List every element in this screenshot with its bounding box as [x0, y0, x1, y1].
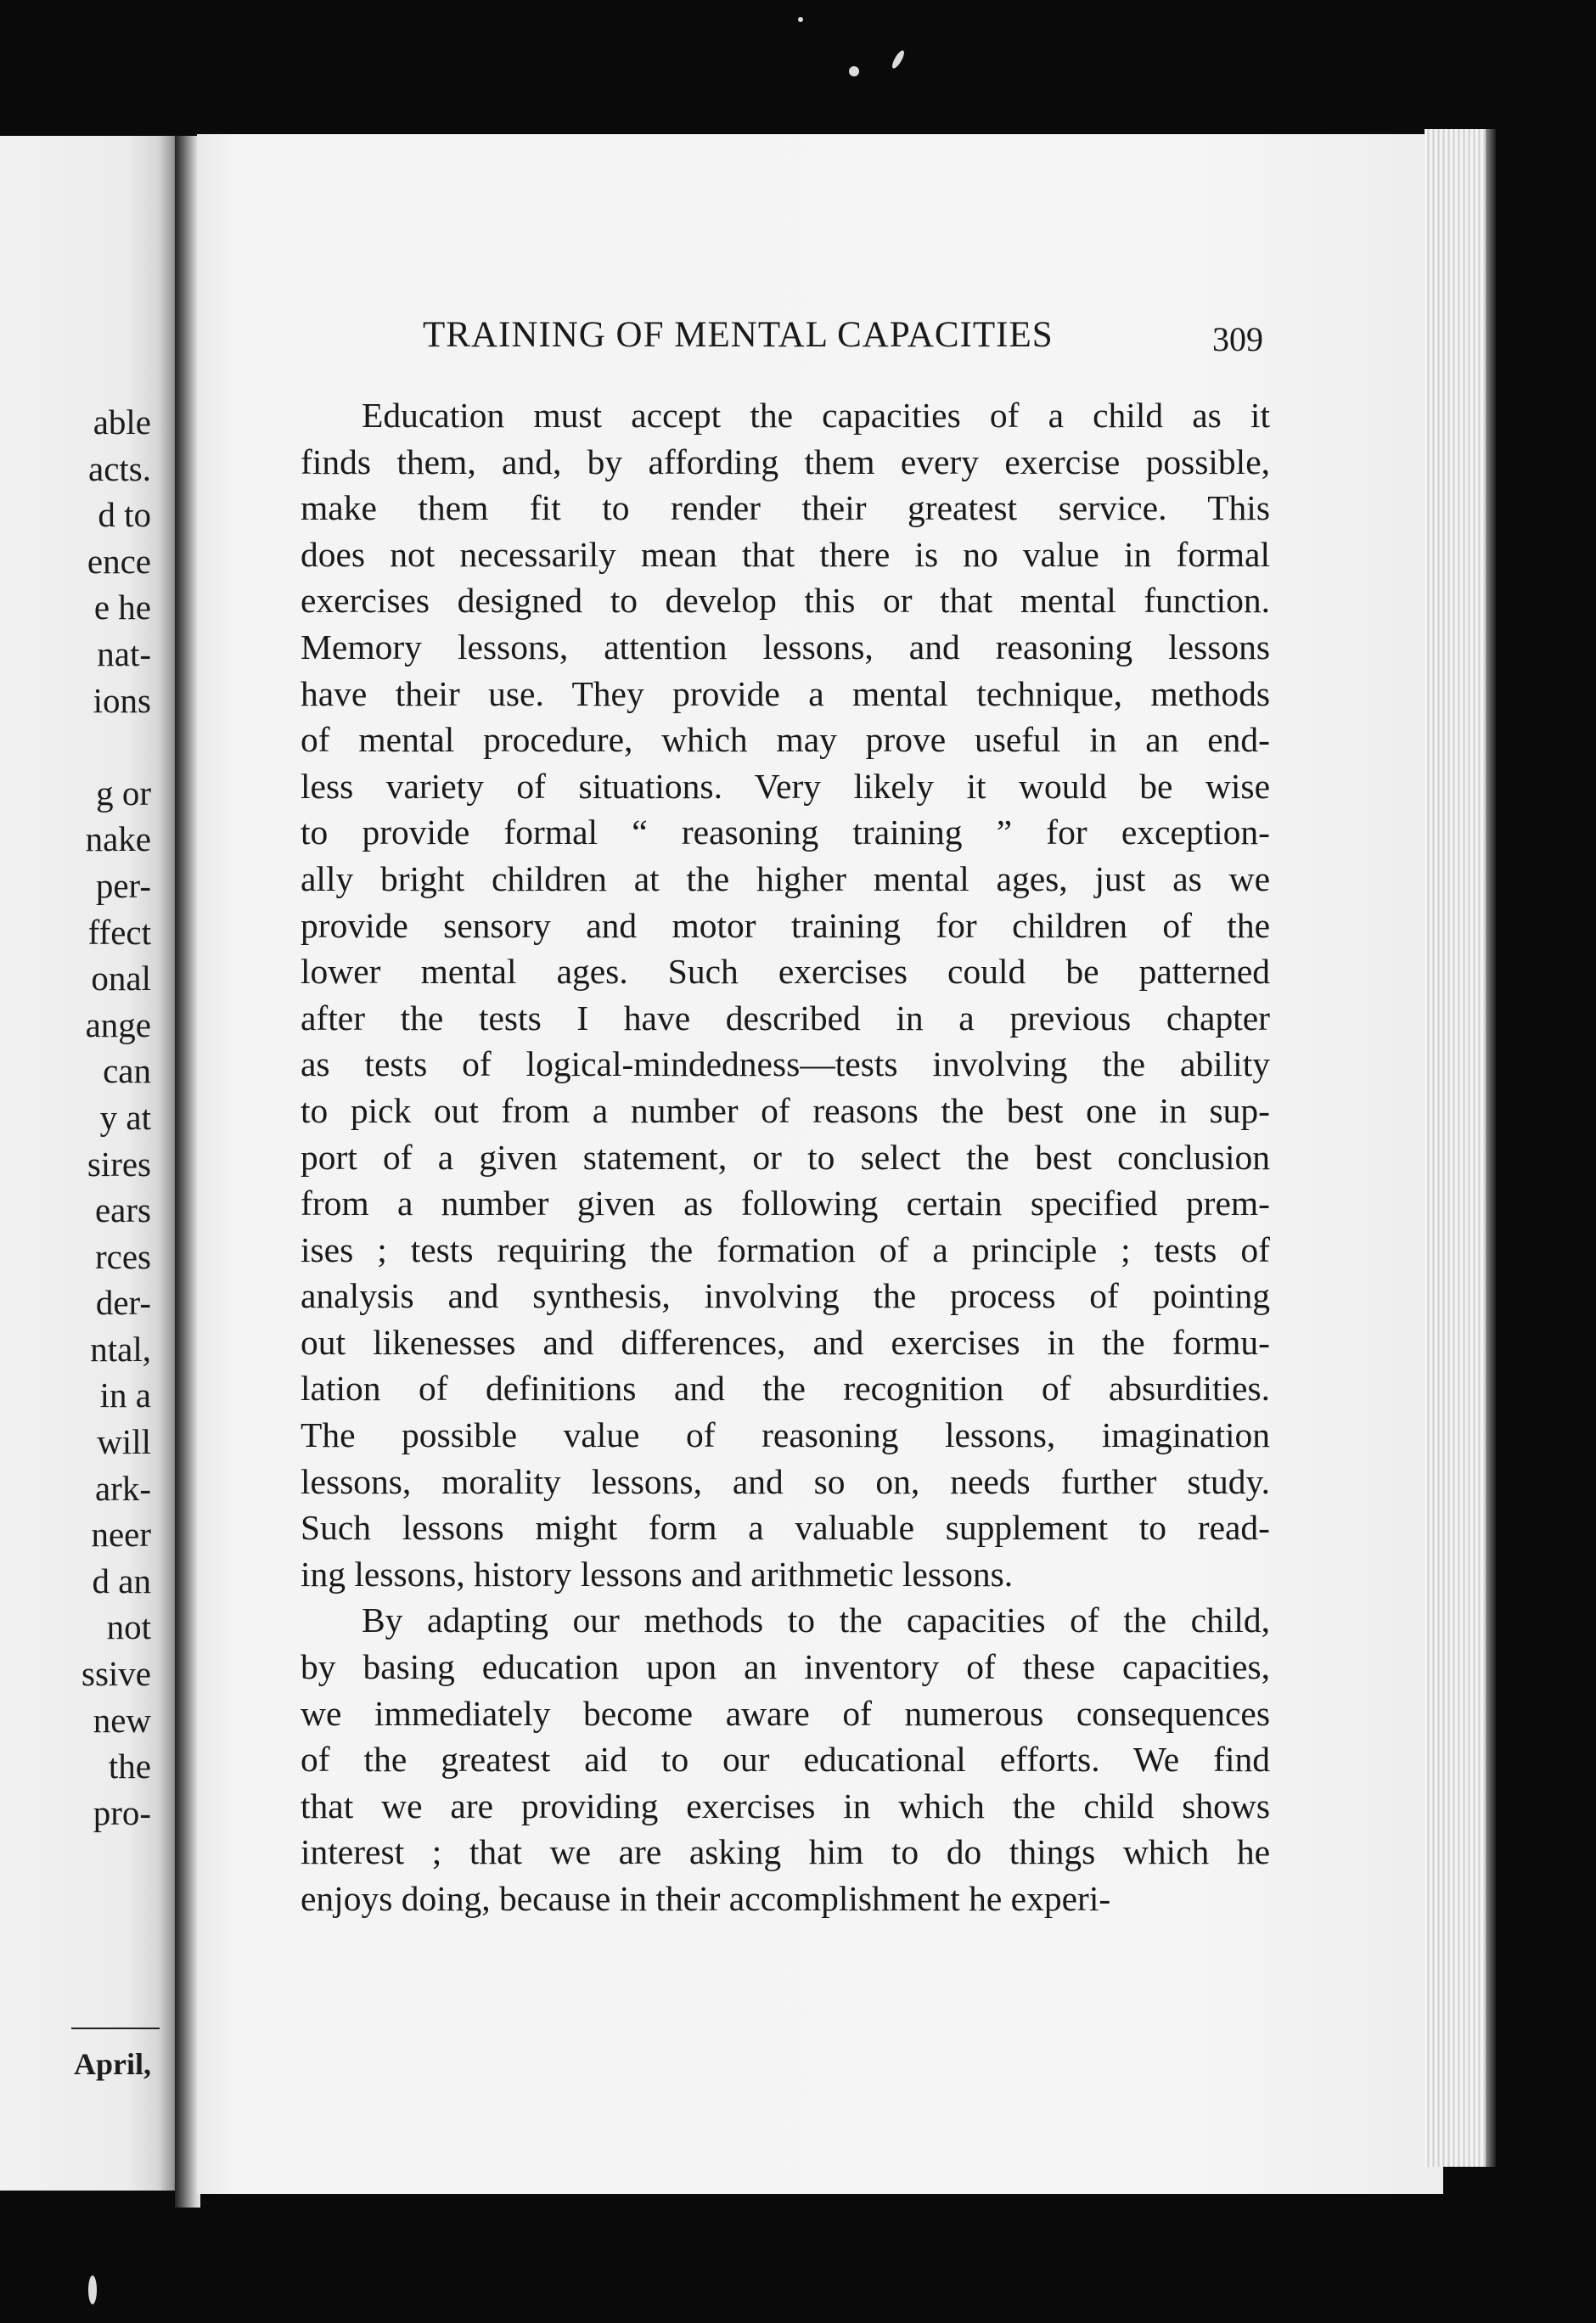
text-line: ally bright children at the higher mental ages, just as we: [301, 858, 1270, 898]
dust-speck: [891, 49, 907, 70]
text-line: lessons, morality lessons, and so on, needs further study.: [301, 1461, 1270, 1501]
left-page-line: d to: [98, 495, 151, 535]
text-line: The possible value of reasoning lessons, imagination: [301, 1415, 1270, 1455]
left-page-line: pro-: [93, 1792, 151, 1832]
footnote-rule: [71, 2028, 160, 2029]
text-line: out likenesses and differences, and exercises in the formu-: [301, 1322, 1270, 1362]
text-line: Education must accept the capacities of a child as it: [362, 396, 1270, 435]
left-page-text: [81, 399, 151, 1836]
left-page-line: can: [103, 1051, 151, 1091]
left-page-line: acts.: [88, 448, 151, 488]
left-page-line: ions: [93, 680, 151, 720]
text-line: that we are providing exercises in which the child shows: [301, 1786, 1270, 1825]
dust-speck: [798, 17, 803, 22]
text-line: ises ; tests requiring the formation of a principle ; tests of: [301, 1229, 1270, 1269]
left-page-line: ntal,: [90, 1329, 151, 1369]
text-line: make them fit to render their greatest service. This: [301, 488, 1270, 528]
text-line: ing lessons, history lessons and arithmetic lessons.: [301, 1554, 1014, 1594]
text-line: after the tests I have described in a previous chapter: [301, 998, 1270, 1038]
text-line: as tests of logical-mindedness—tests involving the ability: [301, 1044, 1270, 1084]
left-page-line: able: [93, 402, 151, 442]
text-line: enjoys doing, because in their accomplishment he experi-: [301, 1879, 1111, 1918]
text-line: of mental procedure, which may prove useful in an end-: [301, 720, 1270, 760]
left-page-line: nake: [85, 819, 151, 859]
text-line: finds them, and, by affording them every exercise possible,: [301, 442, 1270, 481]
left-page-line: d an: [92, 1561, 151, 1600]
paragraph: [301, 392, 1270, 1597]
text-line: analysis and synthesis, involving the process of pointing: [301, 1276, 1270, 1316]
left-page-line: will: [97, 1422, 151, 1462]
page-number: 309: [1212, 320, 1263, 358]
left-page-line: neer: [91, 1515, 151, 1555]
text-line: provide sensory and motor training for children of the: [301, 905, 1270, 945]
text-line: of the greatest aid to our educational efforts. We find: [301, 1740, 1270, 1780]
text-line: from a number given as following certain specified prem-: [301, 1184, 1270, 1223]
left-page-line: ark-: [94, 1468, 151, 1508]
text-line: we immediately become aware of numerous consequences: [301, 1693, 1270, 1733]
text-line: By adapting our methods to the capacities of the child,: [362, 1600, 1270, 1640]
text-line: lower mental ages. Such exercises could be patterned: [301, 952, 1270, 992]
left-page-line: ears: [94, 1190, 151, 1230]
body-text: [301, 392, 1270, 1922]
left-page-line: ssive: [81, 1654, 151, 1694]
text-line: less variety of situations. Very likely it would be wise: [301, 766, 1270, 806]
dust-speck: [849, 66, 859, 76]
page-edges: [1425, 129, 1489, 2167]
left-page-line: ffect: [87, 912, 151, 952]
text-line: port of a given statement, or to select the best conclusion: [301, 1137, 1270, 1177]
left-page-footnote: April,: [73, 2047, 151, 2081]
left-page-line: y at: [99, 1097, 151, 1137]
left-page: [0, 136, 180, 2191]
left-page-line: g or: [96, 773, 151, 813]
running-head: TRAINING OF MENTAL CAPACITIES: [423, 315, 1054, 355]
left-page-line: onal: [91, 959, 151, 998]
left-page-line: nat-: [97, 633, 151, 673]
left-page-line: new: [93, 1700, 151, 1740]
left-page-line: ange: [85, 1004, 151, 1044]
text-line: interest ; that we are asking him to do things which he: [301, 1832, 1270, 1872]
left-page-line: per-: [95, 865, 151, 905]
paragraph: [301, 1597, 1270, 1921]
text-line: lation of definitions and the recognition of absurdities.: [301, 1369, 1270, 1409]
text-line: Memory lessons, attention lessons, and reasoning lessons: [301, 627, 1270, 667]
text-line: have their use. They provide a mental technique, methods: [301, 673, 1270, 713]
left-page-line: [81, 723, 151, 770]
left-page-line: e he: [93, 588, 151, 627]
left-page-line: ence: [87, 541, 151, 581]
text-line: does not necessarily mean that there is no value in formal: [301, 534, 1270, 574]
left-page-line: the: [108, 1746, 151, 1786]
text-line: to pick out from a number of reasons the best one in sup-: [301, 1090, 1270, 1130]
text-line: exercises designed to develop this or that mental function.: [301, 581, 1270, 621]
left-page-line: in a: [99, 1375, 151, 1415]
left-page-line: rces: [94, 1236, 151, 1276]
dust-speck: [88, 2275, 97, 2304]
text-line: by basing education upon an inventory of these capacities,: [301, 1647, 1270, 1687]
left-page-line: sires: [87, 1144, 151, 1184]
page-edges-shadow: [1486, 129, 1496, 2167]
left-page-line: der-: [95, 1283, 151, 1323]
left-page-line: not: [106, 1607, 151, 1647]
text-line: to provide formal “ reasoning training ” for exception-: [301, 813, 1270, 852]
text-line: Such lessons might form a valuable supplement to read-: [301, 1508, 1270, 1548]
